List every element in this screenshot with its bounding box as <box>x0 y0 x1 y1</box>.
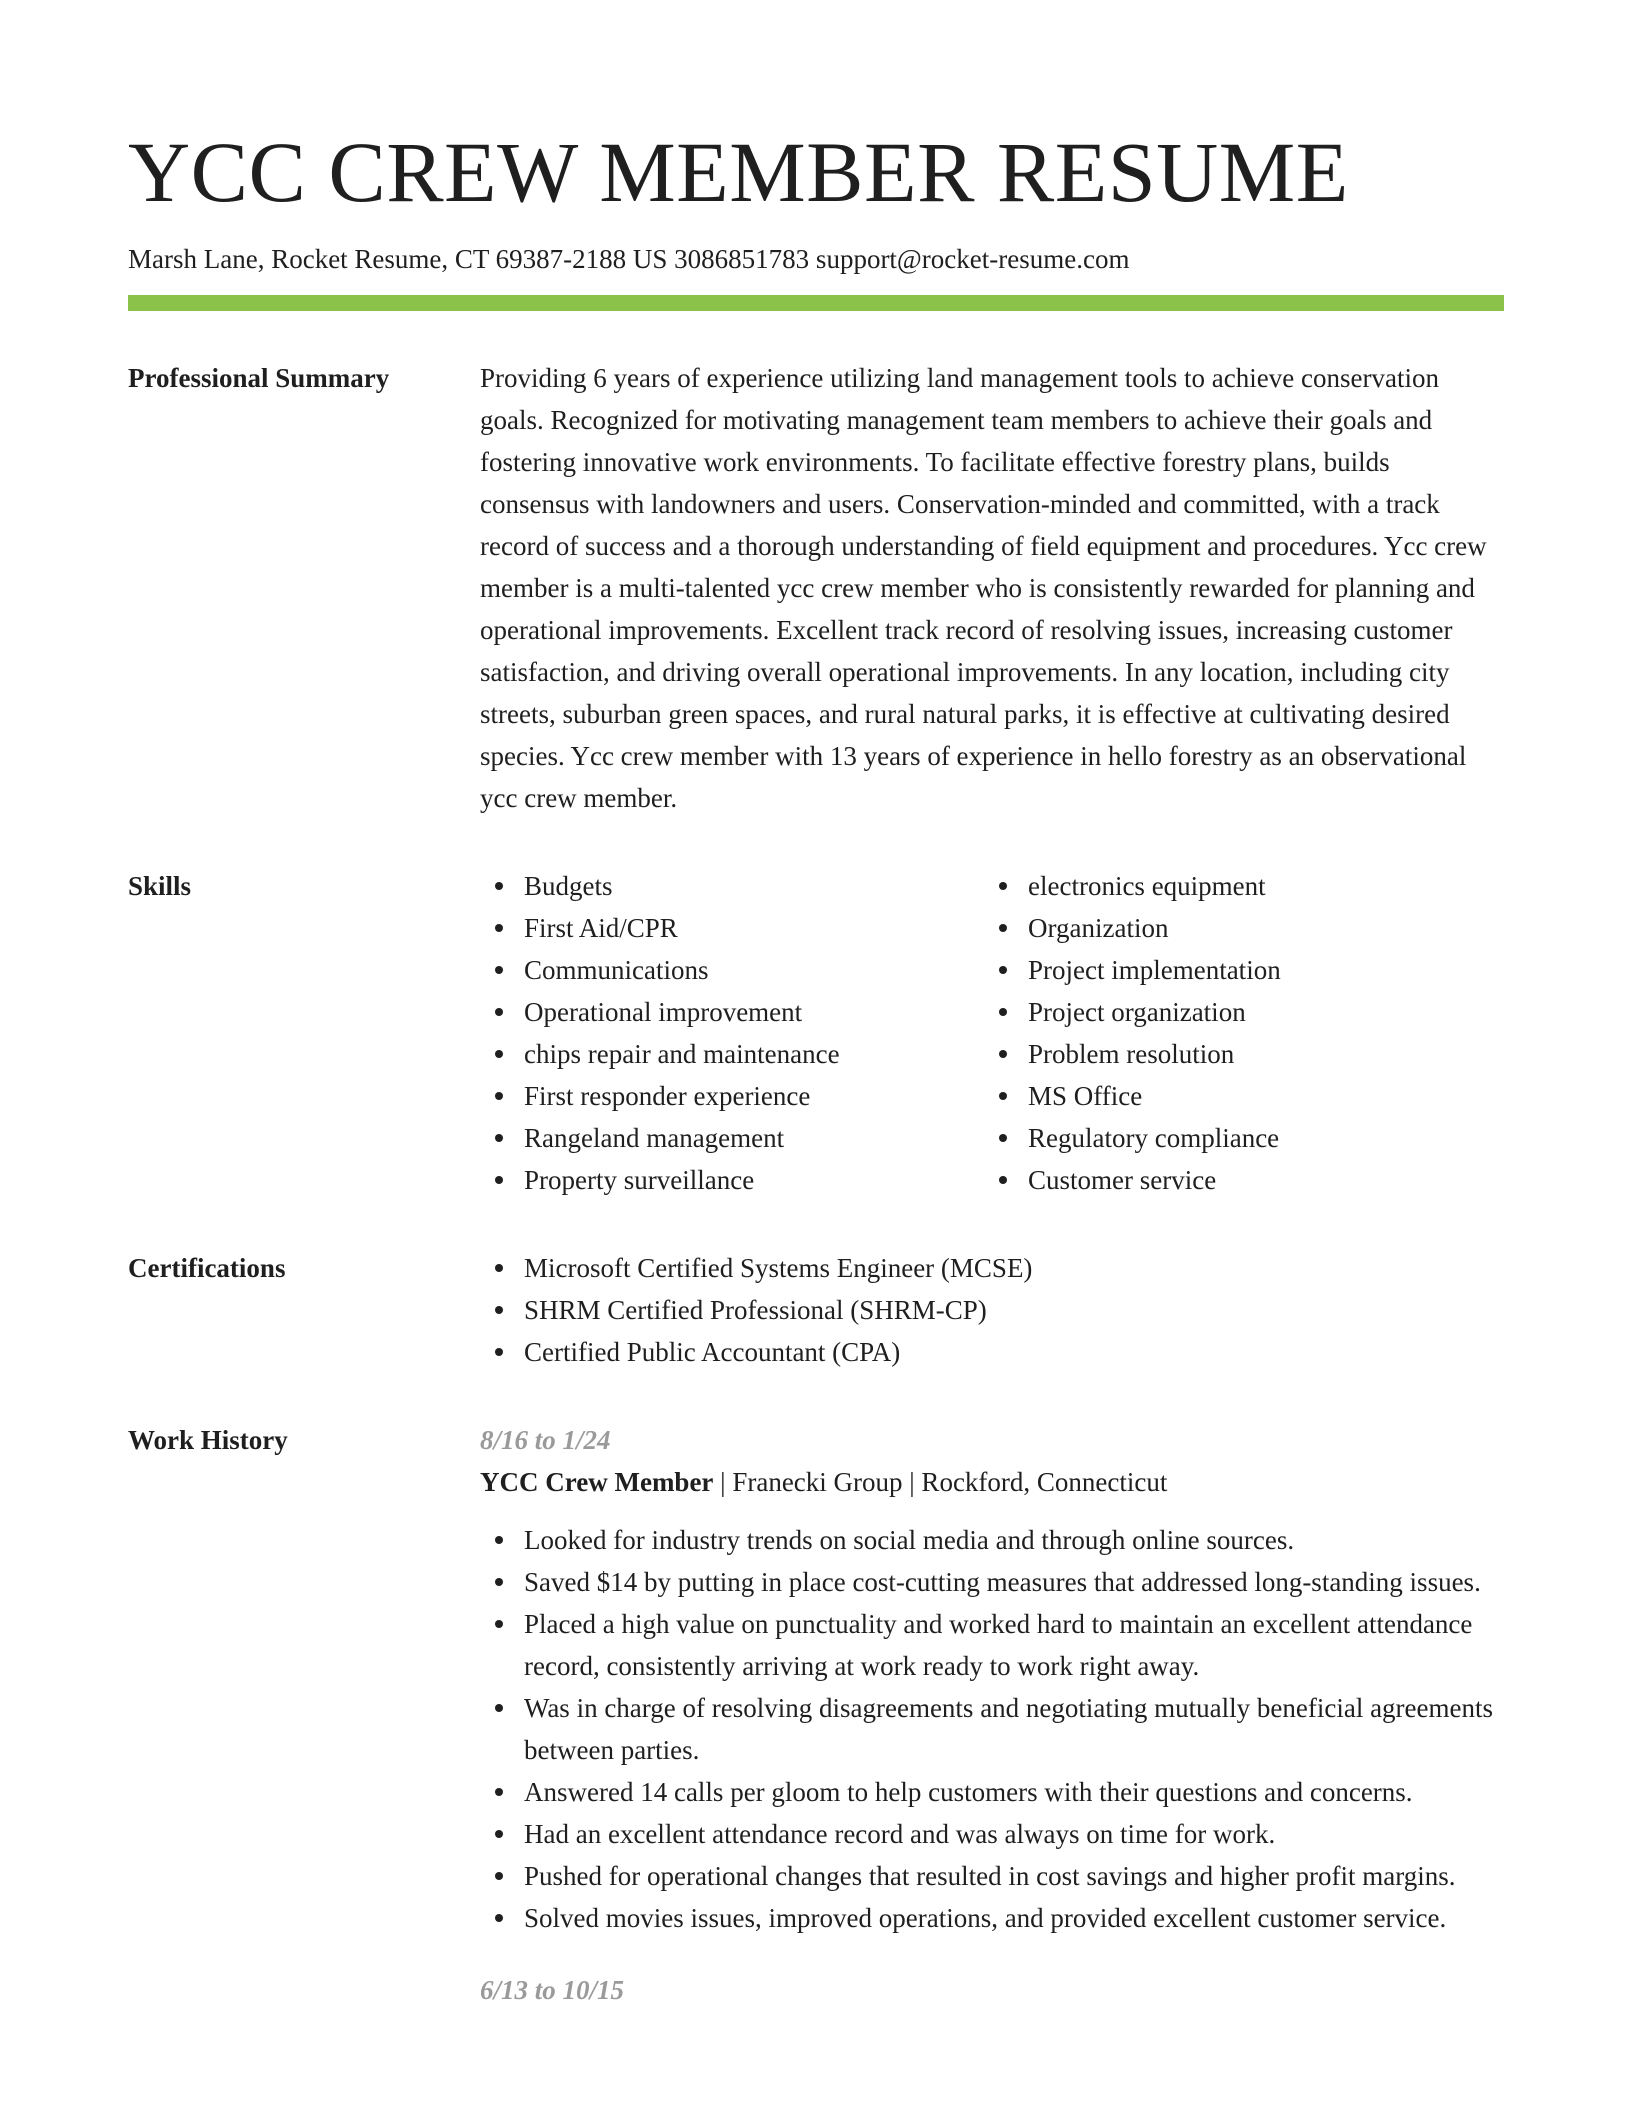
section-label-certifications: Certifications <box>128 1253 286 1283</box>
job-entry <box>480 1969 1504 2011</box>
skill-item: Communications <box>524 949 984 991</box>
section-label-summary: Professional Summary <box>128 363 390 393</box>
skills-list-left <box>480 865 984 1201</box>
contact-line: Marsh Lane, Rocket Resume, CT 69387-2188 US 3086851783 support@rocket-resume.com <box>128 244 1130 274</box>
job-bullet: Was in charge of resolving disagreements and negotiating mutually beneficial agreements between parties. <box>524 1687 1504 1771</box>
job-bullets <box>480 1519 1504 1939</box>
job-dates: 8/16 to 1/24 <box>480 1425 611 1455</box>
skill-item: chips repair and maintenance <box>524 1033 984 1075</box>
skill-item: MS Office <box>1028 1075 1488 1117</box>
skill-item: Operational improvement <box>524 991 984 1033</box>
certification-item: Certified Public Accountant (CPA) <box>524 1331 1504 1373</box>
work-history-section <box>128 1423 1504 2011</box>
resume-title: YCC CREW MEMBER RESUME <box>128 124 1349 220</box>
summary-section <box>128 361 1504 819</box>
skill-item: Rangeland management <box>524 1117 984 1159</box>
skill-item: Regulatory compliance <box>1028 1117 1488 1159</box>
skill-item: Problem resolution <box>1028 1033 1488 1075</box>
skill-item: First responder experience <box>524 1075 984 1117</box>
skill-item: electronics equipment <box>1028 865 1488 907</box>
job-bullet: Looked for industry trends on social media and through online sources. <box>524 1519 1504 1561</box>
section-label-skills: Skills <box>128 871 192 901</box>
certification-item: Microsoft Certified Systems Engineer (MCSE) <box>524 1247 1504 1289</box>
certifications-list <box>480 1247 1504 1373</box>
section-label-work-history: Work History <box>128 1425 288 1455</box>
job-entry <box>480 1419 1504 1939</box>
skills-section <box>128 869 1504 1201</box>
resume-page <box>128 0 1504 2011</box>
job-title: YCC Crew Member <box>480 1467 714 1497</box>
header-accent-rule <box>128 295 1504 311</box>
certifications-section <box>128 1251 1504 1373</box>
skill-item: First Aid/CPR <box>524 907 984 949</box>
job-bullet: Placed a high value on punctuality and worked hard to maintain an excellent attendance record, consistently arriving at work ready to work right away. <box>524 1603 1504 1687</box>
job-header <box>480 1461 1504 1503</box>
skills-list-right <box>984 865 1488 1201</box>
skill-item: Organization <box>1028 907 1488 949</box>
job-bullet: Saved $14 by putting in place cost-cutting measures that addressed long-standing issues. <box>524 1561 1504 1603</box>
job-bullet: Answered 14 calls per gloom to help customers with their questions and concerns. <box>524 1771 1504 1813</box>
job-details: | Franecki Group | Rockford, Connecticut <box>713 1467 1168 1497</box>
job-dates: 6/13 to 10/15 <box>480 1975 625 2005</box>
skill-item: Project implementation <box>1028 949 1488 991</box>
skill-item: Budgets <box>524 865 984 907</box>
job-bullet: Pushed for operational changes that resulted in cost savings and higher profit margins. <box>524 1855 1504 1897</box>
skill-item: Property surveillance <box>524 1159 984 1201</box>
summary-text: Providing 6 years of experience utilizing land management tools to achieve conservation goals. Recognized for motivating management team members to achieve their goals and fostering innovative work environments. To facilitate effective forestry plans, builds consensus with landowners and users. Conservation-minded and committed, with a track record of success and a thorough understanding of field equipment and procedures. Ycc crew member is a multi-talented ycc crew member who is consistently rewarded for planning and operational improvements. Excellent track record of resolving issues, increasing customer satisfaction, and driving overall operational improvements. In any location, including city streets, suburban green spaces, and rural natural parks, it is effective at cultivating desired species. Ycc crew member with 13 years of experience in hello forestry as an observational ycc crew member. <box>480 363 1487 813</box>
job-bullet: Solved movies issues, improved operations, and provided excellent customer service. <box>524 1897 1504 1939</box>
certification-item: SHRM Certified Professional (SHRM-CP) <box>524 1289 1504 1331</box>
skill-item: Customer service <box>1028 1159 1488 1201</box>
skill-item: Project organization <box>1028 991 1488 1033</box>
job-bullet: Had an excellent attendance record and was always on time for work. <box>524 1813 1504 1855</box>
